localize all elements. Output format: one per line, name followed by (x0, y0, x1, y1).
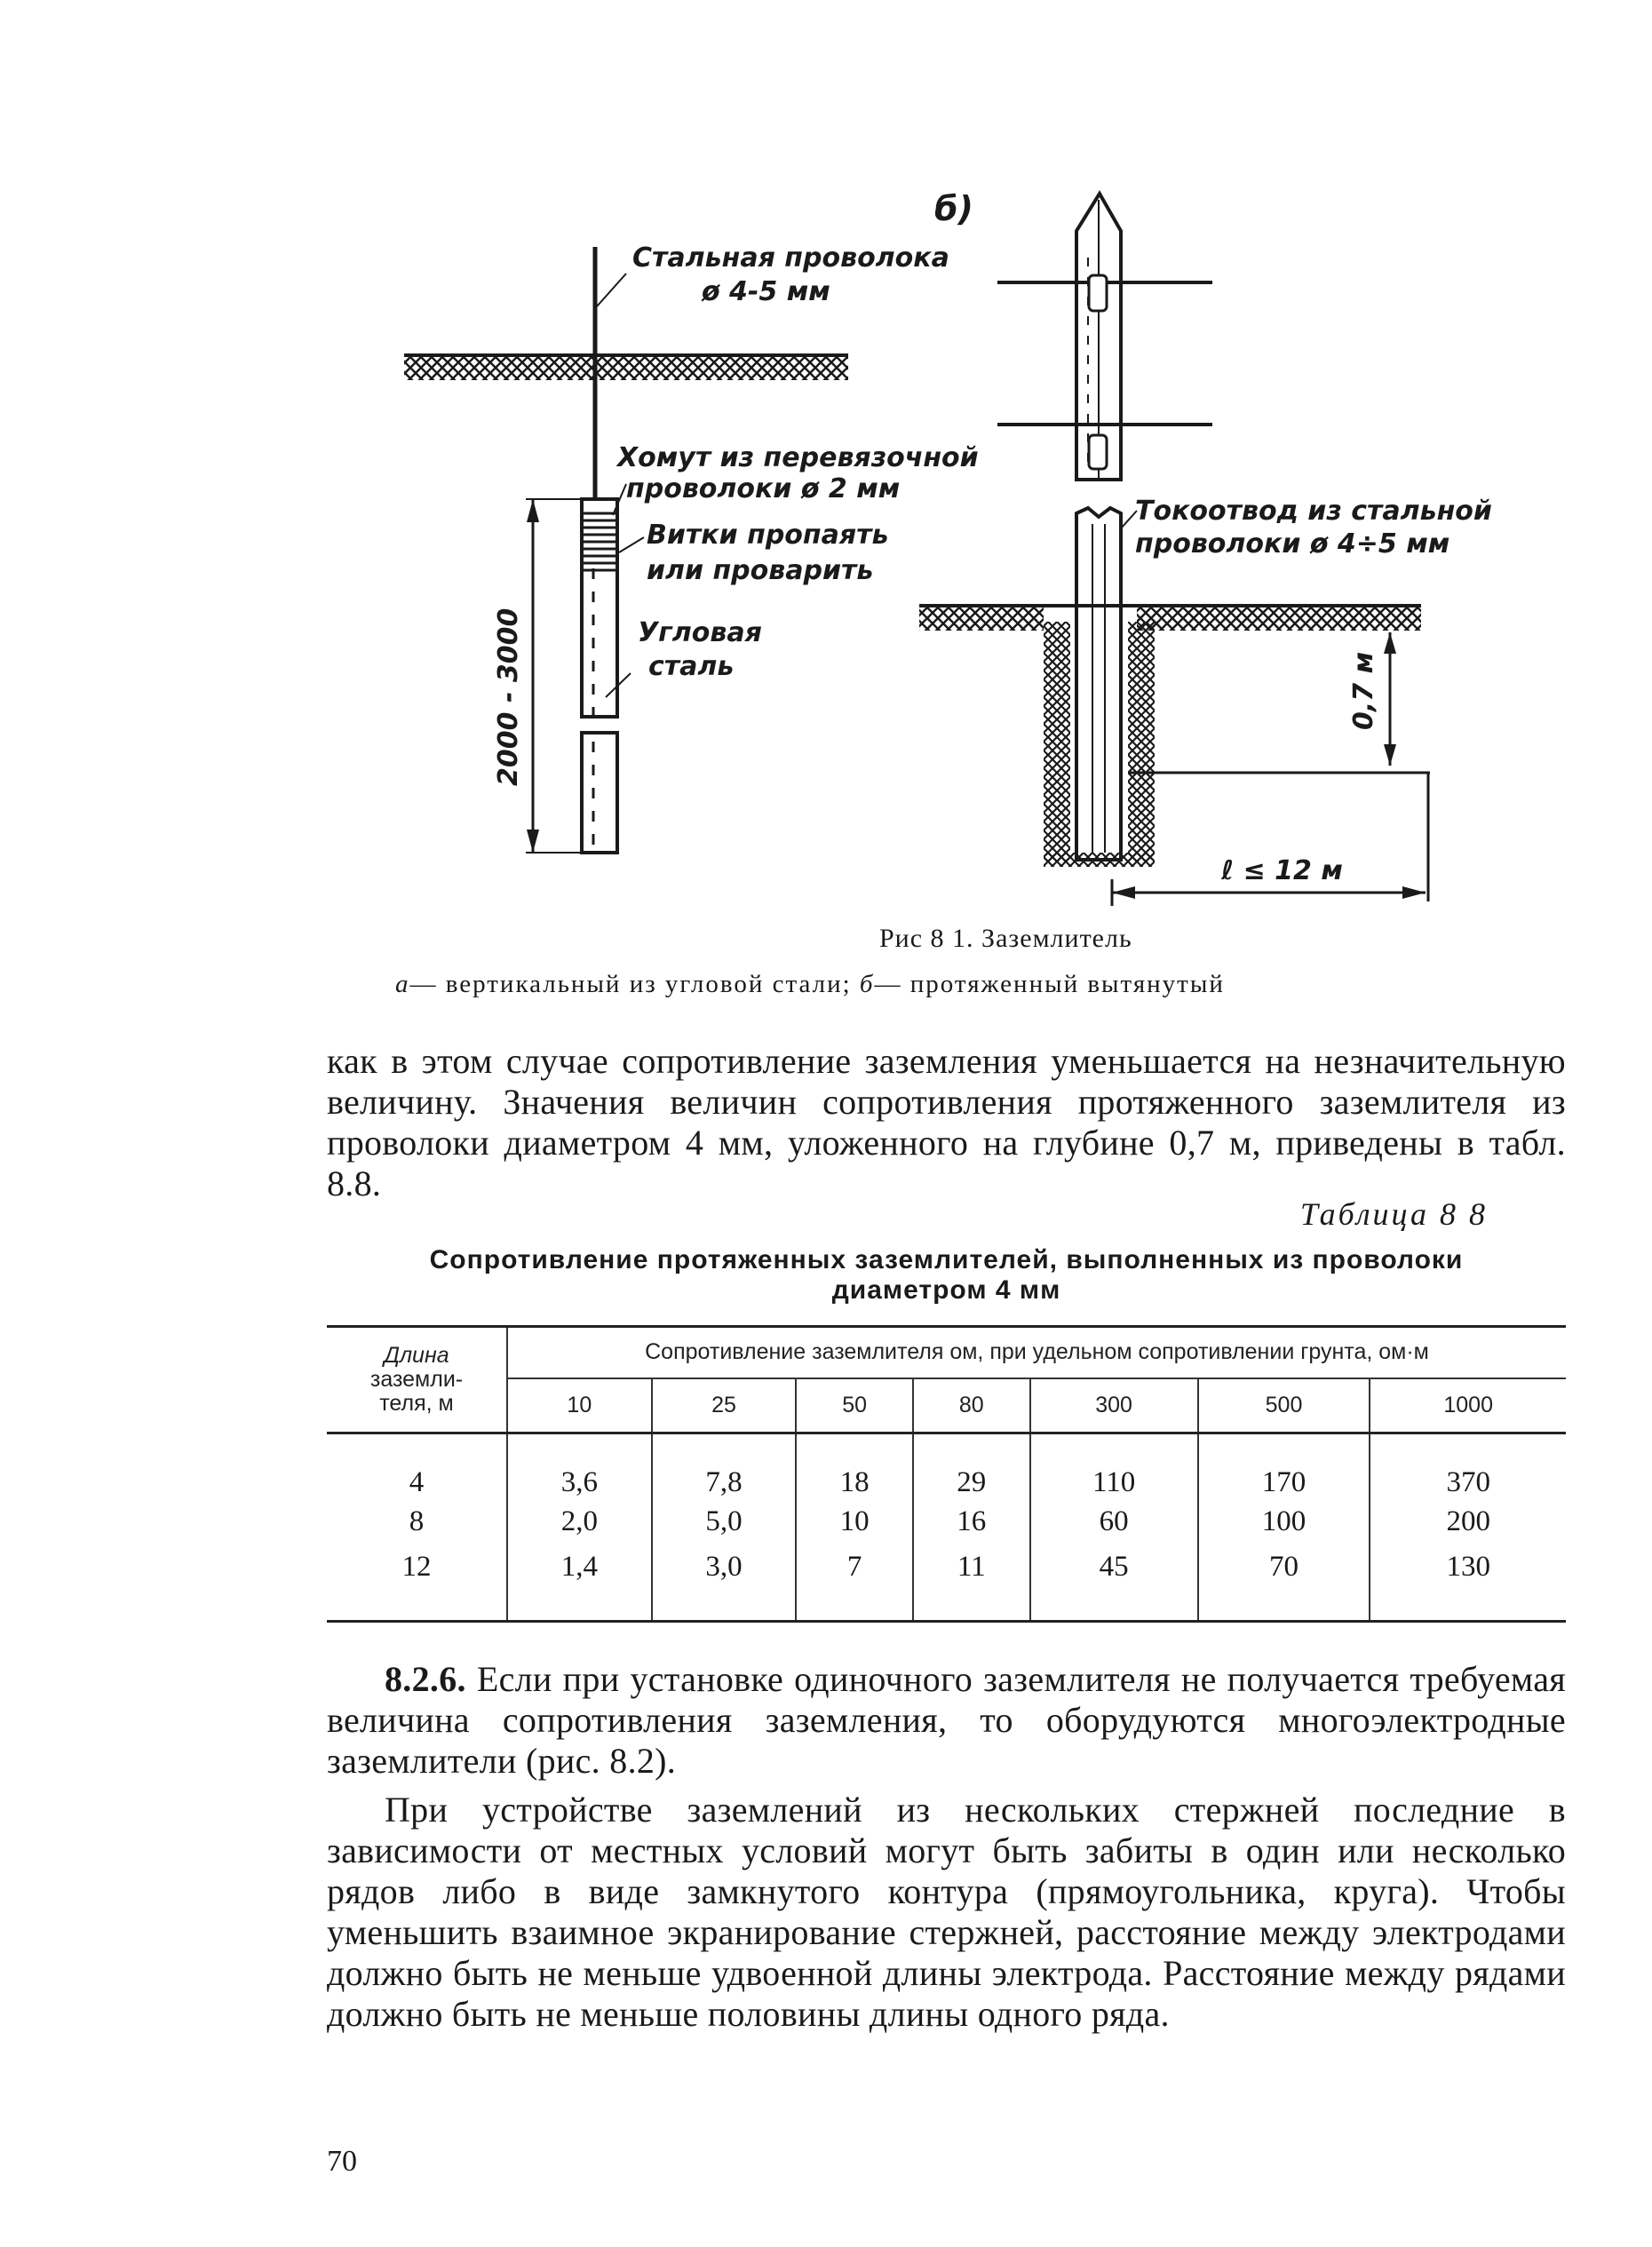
table-cell: 110 (1030, 1433, 1198, 1499)
header-rho-500: 500 (1198, 1378, 1370, 1433)
table-cell: 18 (796, 1433, 913, 1499)
table-cell: 7,8 (652, 1433, 797, 1499)
ground-b-left (919, 606, 1044, 631)
table-cell: 100 (1198, 1499, 1370, 1545)
header-length-1: Длина (384, 1343, 449, 1368)
angle-steel-lower (582, 733, 617, 853)
header-length-2: заземли- (369, 1367, 464, 1392)
caption-a-letter: а (395, 970, 410, 998)
paragraph-3-text: При устройстве заземлений из нескольких стержней последние в зависимости от местных условий могут быть забиты в один или несколько рядов либо в виде замкнутого контура (прямоугольника, круга). Чтобы уменьшить взаимное экранирование стержней, расстояние между электродами должно быть не меньше удвоенной длины электрода. Расстояние между рядами должно быть не меньше половины длины одного ряда. (327, 1790, 1566, 2034)
header-length-3: теля, м (379, 1391, 454, 1416)
header-rho-50: 50 (796, 1378, 913, 1433)
trench-left-wall (1044, 622, 1070, 861)
panel-b (919, 189, 1492, 906)
grounding-diagram (0, 0, 1652, 915)
table-cell: 370 (1370, 1433, 1566, 1499)
label-wire-diam: ø 4-5 мм (702, 276, 830, 307)
table-cell: 10 (796, 1499, 913, 1545)
label-turns-2: или проварить (647, 555, 874, 586)
resistance-table (327, 1325, 1566, 1623)
paragraph-2 (327, 1659, 1566, 1782)
page-number: 70 (327, 2145, 357, 2178)
header-rho-300: 300 (1030, 1378, 1198, 1433)
ground-a (404, 355, 848, 380)
paragraph-1-text: как в этом случае сопротивление заземления уменьшается на незначительную величину. Значения величин сопротивления протяженного заземлителя из проволоки диаметром 4 мм, уложенного на глубине 0,7 м, приведены в табл. 8.8. (327, 1041, 1566, 1203)
label-lead-1: Токоотвод из стальной (1135, 496, 1492, 527)
grounding-lead (1076, 508, 1121, 860)
table-title (327, 1245, 1566, 1306)
cell-length: 8 (409, 1505, 425, 1537)
table-number: Таблица 8 8 (1299, 1196, 1488, 1232)
paragraph-2-body (327, 1659, 1566, 1782)
figure-8-1 (0, 0, 1652, 915)
header-rho-10: 10 (507, 1378, 652, 1433)
table-cell: 200 (1370, 1499, 1566, 1545)
figure-caption-legend (395, 970, 1225, 999)
paragraph-3 (327, 1790, 1566, 2035)
cell-length: 4 (409, 1465, 425, 1498)
panel-a (404, 242, 979, 853)
table-cell: 3,6 (507, 1433, 652, 1499)
header-length (327, 1327, 507, 1433)
ground-b-right (1137, 606, 1421, 631)
caption-b-letter: б (859, 970, 875, 998)
table-cell: 170 (1198, 1433, 1370, 1499)
table-title-line-1: Сопротивление протяженных заземлителей, выполненных из проволоки (429, 1245, 1464, 1274)
table-cell: 60 (1030, 1499, 1198, 1545)
table-title-line-2: диаметром 4 мм (831, 1275, 1061, 1305)
table-cell: 45 (1030, 1545, 1198, 1622)
table-cell: 2,0 (507, 1499, 652, 1545)
label-turns-1: Витки пропаять (647, 520, 889, 551)
label-angle-1: Угловая (638, 617, 762, 648)
table-row (327, 1545, 1566, 1622)
table-cell: 3,0 (652, 1545, 797, 1622)
label-wire: Стальная проволока (632, 242, 949, 274)
table-cell: 29 (913, 1433, 1030, 1499)
paragraph-2-text: Если при установке одиночного заземлителя не получается требуемая величина сопротивления заземления, то оборудуются многоэлектродные заземлители (рис. 8.2). (327, 1659, 1566, 1781)
caption-b-text: — протяженный вытянутый (874, 970, 1225, 998)
table-cell: 130 (1370, 1545, 1566, 1622)
section-number: 8.2.6. (385, 1659, 466, 1699)
table-row (327, 1433, 1566, 1499)
figure-caption-title: Рис 8 1. Заземлитель (879, 924, 1132, 953)
angle-steel-upper (582, 499, 617, 717)
header-rho-1000: 1000 (1370, 1378, 1566, 1433)
label-length-b: ℓ ≤ 12 м (1221, 855, 1343, 886)
panel-b-label: б) (934, 189, 973, 228)
label-angle-2: сталь (648, 651, 735, 682)
header-rho-80: 80 (913, 1378, 1030, 1433)
header-rho-25: 25 (652, 1378, 797, 1433)
table-cell: 16 (913, 1499, 1030, 1545)
table-row (327, 1499, 1566, 1545)
caption-a-text: — вертикальный из угловой стали; (409, 970, 852, 998)
table-cell: 5,0 (652, 1499, 797, 1545)
cell-length: 12 (327, 1545, 507, 1622)
label-depth-dim: 0,7 м (1348, 651, 1379, 730)
header-group: Сопротивление заземлителя ом, при удельном сопротивлении грунта, ом·м (507, 1327, 1566, 1378)
label-clamp-2: проволоки ø 2 мм (626, 473, 901, 504)
trench-right-wall (1128, 622, 1155, 861)
label-lead-2: проволоки ø 4÷5 мм (1135, 528, 1450, 560)
label-length-dim: 2000 - 3000 (493, 607, 524, 786)
paragraph-1 (327, 1041, 1566, 1204)
table-cell: 70 (1198, 1545, 1370, 1622)
trench-bottom (1044, 853, 1155, 867)
table-cell: 1,4 (507, 1545, 652, 1622)
label-clamp-1: Хомут из перевязочной (617, 442, 979, 473)
table-cell: 7 (796, 1545, 913, 1622)
header-resistivity-row (327, 1378, 1566, 1433)
table-cell: 11 (913, 1545, 1030, 1622)
